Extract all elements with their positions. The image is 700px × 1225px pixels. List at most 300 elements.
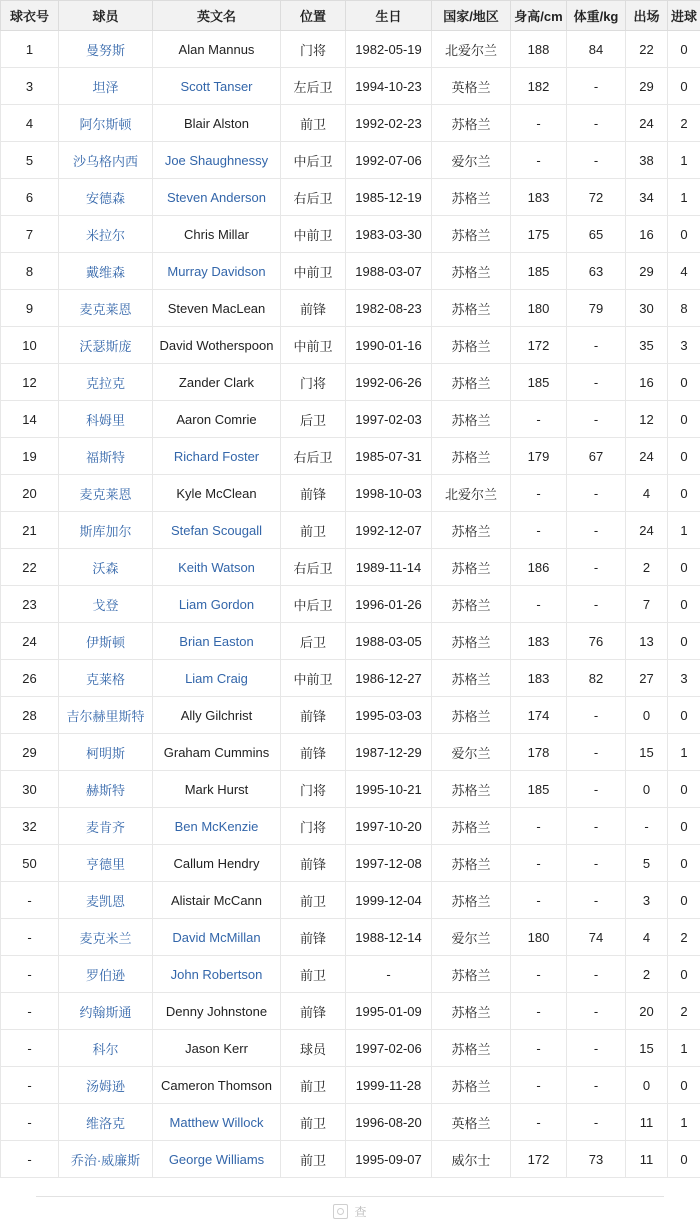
cell-shirt-number (1, 142, 59, 179)
cell-birthday (346, 808, 432, 845)
player-link[interactable]: 克拉克 (86, 376, 125, 391)
cell-text: 0 (680, 819, 687, 834)
cell-text: Mark Hurst (185, 782, 249, 797)
cell-text: 北爱尔兰 (445, 487, 497, 502)
cell-text: - (27, 967, 31, 982)
cell-weight (567, 1030, 626, 1067)
cell-nationality (432, 438, 511, 475)
cell-position (281, 68, 346, 105)
cell-text: - (594, 745, 598, 760)
cell-english-name[interactable] (153, 623, 281, 660)
cell-english-name[interactable] (153, 1104, 281, 1141)
cell-player-name[interactable] (59, 142, 153, 179)
cell-appearances (626, 549, 668, 586)
cell-player-name[interactable] (59, 993, 153, 1030)
cell-text: 前卫 (300, 1079, 326, 1094)
cell-text: 苏格兰 (451, 376, 490, 391)
player-link[interactable]: 沃森 (92, 561, 118, 576)
player-link[interactable]: 克莱格 (86, 672, 125, 687)
cell-text: 中后卫 (293, 598, 332, 613)
cell-text: 188 (528, 42, 550, 57)
player-link[interactable]: 米拉尔 (86, 228, 125, 243)
cell-text: 1990-01-16 (355, 338, 422, 353)
cell-shirt-number (1, 1030, 59, 1067)
cell-player-name[interactable] (59, 660, 153, 697)
cell-text: 前卫 (300, 524, 326, 539)
cell-birthday (346, 919, 432, 956)
cell-weight (567, 1067, 626, 1104)
cell-text: - (594, 708, 598, 723)
cell-player-name[interactable] (59, 623, 153, 660)
table-body (1, 31, 700, 1178)
cell-height (511, 216, 567, 253)
cell-goals (668, 882, 700, 919)
cell-text: 21 (22, 523, 36, 538)
cell-english-name[interactable] (153, 438, 281, 475)
cell-text: 185 (528, 264, 550, 279)
player-link[interactable]: 沙乌格内西 (73, 154, 138, 169)
cell-position (281, 253, 346, 290)
cell-weight (567, 475, 626, 512)
player-link[interactable]: 戴维森 (86, 265, 125, 280)
cell-player-name[interactable] (59, 882, 153, 919)
cell-birthday (346, 290, 432, 327)
cell-text: Jason Kerr (185, 1041, 248, 1056)
player-link[interactable]: 汤姆逊 (86, 1079, 125, 1094)
cell-english-name[interactable] (153, 808, 281, 845)
player-link[interactable]: John Robertson (171, 967, 263, 982)
cell-goals (668, 845, 700, 882)
cell-text: 174 (528, 708, 550, 723)
cell-player-name[interactable] (59, 586, 153, 623)
cell-goals (668, 771, 700, 808)
cell-player-name[interactable] (59, 1104, 153, 1141)
cell-goals (668, 808, 700, 845)
player-link[interactable]: Brian Easton (179, 634, 253, 649)
cell-english-name[interactable] (153, 586, 281, 623)
cell-weight (567, 660, 626, 697)
player-link[interactable]: 赫斯特 (86, 783, 125, 798)
cell-text: 3 (643, 893, 650, 908)
cell-text: 爱尔兰 (451, 746, 490, 761)
cell-player-name[interactable] (59, 771, 153, 808)
cell-appearances (626, 179, 668, 216)
cell-appearances (626, 1030, 668, 1067)
cell-position (281, 438, 346, 475)
player-link[interactable]: Joe Shaughnessy (165, 153, 268, 168)
player-link[interactable]: 戈登 (92, 598, 118, 613)
cell-weight (567, 882, 626, 919)
cell-english-name[interactable] (153, 68, 281, 105)
cell-text: 1996-01-26 (355, 597, 422, 612)
cell-height (511, 882, 567, 919)
cell-position (281, 31, 346, 68)
table-row (1, 31, 700, 68)
header-row (1, 1, 700, 31)
cell-height (511, 956, 567, 993)
cell-goals (668, 586, 700, 623)
cell-text: 苏格兰 (451, 413, 490, 428)
cell-nationality (432, 512, 511, 549)
cell-english-name[interactable] (153, 142, 281, 179)
cell-text: 65 (589, 227, 603, 242)
player-link[interactable]: 罗伯逊 (86, 968, 125, 983)
player-link[interactable]: 柯明斯 (86, 746, 125, 761)
cell-player-name[interactable] (59, 1030, 153, 1067)
cell-height (511, 364, 567, 401)
player-link[interactable]: Ben McKenzie (175, 819, 259, 834)
cell-player-name[interactable] (59, 475, 153, 512)
cell-text: - (594, 79, 598, 94)
cell-text: - (536, 1041, 540, 1056)
cell-text: 1999-11-28 (356, 1078, 422, 1093)
player-link[interactable]: 阿尔斯顿 (79, 117, 131, 132)
cell-birthday (346, 697, 432, 734)
player-link[interactable]: 麦凯恩 (86, 894, 125, 909)
cell-english-name[interactable] (153, 253, 281, 290)
cell-nationality (432, 993, 511, 1030)
cell-text: - (594, 1004, 598, 1019)
player-link[interactable]: Matthew Willock (170, 1115, 264, 1130)
cell-text: 1 (680, 1041, 687, 1056)
cell-player-name[interactable] (59, 327, 153, 364)
player-link[interactable]: 科姆里 (86, 413, 125, 428)
cell-appearances (626, 734, 668, 771)
player-link[interactable]: 科尔 (92, 1042, 118, 1057)
cell-player-name[interactable] (59, 919, 153, 956)
header-weight: 体重/kg (567, 1, 626, 31)
cell-player-name[interactable] (59, 253, 153, 290)
cell-shirt-number (1, 623, 59, 660)
player-link[interactable]: Richard Foster (174, 449, 259, 464)
cell-english-name (153, 845, 281, 882)
cell-text: 5 (26, 153, 33, 168)
cell-player-name[interactable] (59, 290, 153, 327)
cell-text: - (536, 1004, 540, 1019)
cell-text: 2 (680, 930, 687, 945)
cell-text: 175 (528, 227, 550, 242)
cell-shirt-number (1, 290, 59, 327)
table-row (1, 771, 700, 808)
cell-shirt-number (1, 31, 59, 68)
cell-height (511, 475, 567, 512)
player-link[interactable]: David McMillan (172, 930, 260, 945)
cell-text: 苏格兰 (451, 894, 490, 909)
cell-nationality (432, 1030, 511, 1067)
cell-birthday (346, 68, 432, 105)
cell-text: 苏格兰 (451, 302, 490, 317)
cell-position (281, 586, 346, 623)
player-link[interactable]: 维洛克 (86, 1116, 125, 1131)
cell-appearances (626, 660, 668, 697)
cell-text: 1992-02-23 (355, 116, 422, 131)
cell-text: - (536, 597, 540, 612)
cell-weight (567, 179, 626, 216)
cell-height (511, 1104, 567, 1141)
cell-text: 中前卫 (293, 339, 332, 354)
cell-text: 29 (639, 79, 653, 94)
player-link[interactable]: 麦克莱恩 (79, 302, 131, 317)
cell-text: 1987-12-29 (355, 745, 422, 760)
cell-shirt-number (1, 105, 59, 142)
cell-birthday (346, 142, 432, 179)
cell-text: 4 (643, 486, 650, 501)
player-link[interactable]: George Williams (169, 1152, 264, 1167)
cell-text: 50 (22, 856, 36, 871)
cell-appearances (626, 956, 668, 993)
cell-shirt-number (1, 68, 59, 105)
cell-height (511, 105, 567, 142)
cell-height (511, 549, 567, 586)
cell-text: - (536, 1115, 540, 1130)
cell-text: - (27, 930, 31, 945)
header-english-name: 英文名 (153, 1, 281, 31)
player-link[interactable]: Stefan Scougall (171, 523, 262, 538)
cell-text: - (594, 1115, 598, 1130)
cell-english-name[interactable] (153, 1141, 281, 1178)
cell-height (511, 401, 567, 438)
cell-player-name[interactable] (59, 68, 153, 105)
cell-weight (567, 512, 626, 549)
cell-player-name[interactable] (59, 1067, 153, 1104)
player-link[interactable]: Scott Tanser (180, 79, 252, 94)
cell-appearances (626, 697, 668, 734)
cell-text: 苏格兰 (451, 968, 490, 983)
cell-weight (567, 734, 626, 771)
table-row (1, 475, 700, 512)
cell-text: Alistair McCann (171, 893, 262, 908)
cell-player-name[interactable] (59, 216, 153, 253)
cell-text: - (536, 486, 540, 501)
table-row (1, 919, 700, 956)
cell-text: 1995-01-09 (355, 1004, 422, 1019)
cell-weight (567, 697, 626, 734)
table-row (1, 586, 700, 623)
cell-english-name[interactable] (153, 919, 281, 956)
table-row (1, 623, 700, 660)
player-link[interactable]: 福斯特 (86, 450, 125, 465)
player-link[interactable]: 伊斯顿 (86, 635, 125, 650)
cell-birthday (346, 1067, 432, 1104)
cell-player-name[interactable] (59, 956, 153, 993)
player-link[interactable]: 斯库加尔 (79, 524, 131, 539)
player-link[interactable]: Liam Craig (185, 671, 248, 686)
cell-nationality (432, 364, 511, 401)
cell-player-name[interactable] (59, 734, 153, 771)
table-row (1, 512, 700, 549)
cell-appearances (626, 771, 668, 808)
cell-shirt-number (1, 1141, 59, 1178)
cell-height (511, 327, 567, 364)
cell-player-name[interactable] (59, 179, 153, 216)
cell-english-name (153, 771, 281, 808)
cell-goals (668, 1141, 700, 1178)
cell-goals (668, 438, 700, 475)
header-position: 位置 (281, 1, 346, 31)
cell-english-name[interactable] (153, 549, 281, 586)
cell-birthday (346, 31, 432, 68)
cell-goals (668, 327, 700, 364)
cell-text: - (594, 412, 598, 427)
cell-position (281, 290, 346, 327)
cell-text: Kyle McClean (176, 486, 256, 501)
cell-text: Denny Johnstone (166, 1004, 267, 1019)
cell-text: 0 (680, 1078, 687, 1093)
player-link[interactable]: Liam Gordon (179, 597, 254, 612)
cell-appearances (626, 623, 668, 660)
table-row (1, 993, 700, 1030)
cell-position (281, 179, 346, 216)
player-link[interactable]: 吉尔赫里斯特 (66, 709, 144, 724)
cell-player-name[interactable] (59, 808, 153, 845)
cell-english-name (153, 1067, 281, 1104)
cell-text: - (594, 116, 598, 131)
player-link[interactable]: 麦肯齐 (86, 820, 125, 835)
cell-goals (668, 919, 700, 956)
cell-text: 180 (528, 301, 550, 316)
cell-text: 22 (22, 560, 36, 575)
player-link[interactable]: Murray Davidson (167, 264, 265, 279)
cell-text: 0 (680, 560, 687, 575)
cell-text: 30 (22, 782, 36, 797)
cell-weight (567, 623, 626, 660)
table-row (1, 438, 700, 475)
cell-position (281, 142, 346, 179)
cell-text: - (536, 1078, 540, 1093)
cell-appearances (626, 919, 668, 956)
player-link[interactable]: Keith Watson (178, 560, 255, 575)
cell-text: 11 (640, 1115, 654, 1130)
player-link[interactable]: 约翰斯通 (79, 1005, 131, 1020)
cell-player-name[interactable] (59, 31, 153, 68)
cell-shirt-number (1, 882, 59, 919)
cell-text: 中后卫 (293, 154, 332, 169)
cell-player-name[interactable] (59, 549, 153, 586)
cell-text: 2 (643, 560, 650, 575)
cell-position (281, 549, 346, 586)
cell-nationality (432, 142, 511, 179)
cell-goals (668, 142, 700, 179)
cell-position (281, 401, 346, 438)
cell-player-name[interactable] (59, 401, 153, 438)
player-link[interactable]: 麦克莱恩 (79, 487, 131, 502)
cell-birthday (346, 216, 432, 253)
cell-player-name[interactable] (59, 105, 153, 142)
cell-goals (668, 956, 700, 993)
cell-height (511, 179, 567, 216)
cell-text: 183 (528, 671, 550, 686)
cell-nationality (432, 253, 511, 290)
player-link[interactable]: 沃瑟斯庞 (79, 339, 131, 354)
cell-appearances (626, 586, 668, 623)
cell-english-name[interactable] (153, 956, 281, 993)
player-link[interactable]: 亨德里 (86, 857, 125, 872)
cell-text: 1989-11-14 (356, 560, 422, 575)
cell-shirt-number (1, 327, 59, 364)
player-link[interactable]: 坦泽 (92, 80, 118, 95)
cell-text: 79 (589, 301, 603, 316)
cell-text: 英格兰 (451, 80, 490, 95)
cell-position (281, 993, 346, 1030)
cell-nationality (432, 290, 511, 327)
cell-english-name[interactable] (153, 660, 281, 697)
cell-appearances (626, 438, 668, 475)
cell-english-name (153, 401, 281, 438)
cell-nationality (432, 179, 511, 216)
cell-text: 1 (680, 523, 687, 538)
cell-goals (668, 549, 700, 586)
cell-text: - (27, 1152, 31, 1167)
cell-text: 苏格兰 (451, 1005, 490, 1020)
cell-text: 中前卫 (293, 265, 332, 280)
cell-appearances (626, 253, 668, 290)
cell-height (511, 31, 567, 68)
cell-player-name[interactable] (59, 512, 153, 549)
cell-text: 74 (589, 930, 603, 945)
header-shirt-number: 球衣号 (1, 1, 59, 31)
cell-player-name[interactable] (59, 845, 153, 882)
player-link[interactable]: Steven Anderson (167, 190, 266, 205)
cell-player-name[interactable] (59, 1141, 153, 1178)
cell-goals (668, 1030, 700, 1067)
cell-text: 1995-03-03 (355, 708, 422, 723)
cell-text: Chris Millar (184, 227, 249, 242)
cell-height (511, 808, 567, 845)
cell-text: 前卫 (300, 968, 326, 983)
cell-text: 0 (680, 486, 687, 501)
cell-text: 1992-07-06 (355, 153, 422, 168)
cell-appearances (626, 512, 668, 549)
cell-position (281, 734, 346, 771)
cell-english-name[interactable] (153, 512, 281, 549)
cell-nationality (432, 105, 511, 142)
cell-weight (567, 919, 626, 956)
cell-nationality (432, 1141, 511, 1178)
cell-text: 14 (22, 412, 36, 427)
cell-text: 186 (528, 560, 550, 575)
cell-player-name[interactable] (59, 438, 153, 475)
cell-player-name[interactable] (59, 364, 153, 401)
cell-text: 0 (680, 856, 687, 871)
cell-english-name[interactable] (153, 179, 281, 216)
cell-height (511, 68, 567, 105)
header-birthday: 生日 (346, 1, 432, 31)
cell-english-name (153, 697, 281, 734)
cell-appearances (626, 845, 668, 882)
cell-height (511, 1030, 567, 1067)
cell-text: 29 (22, 745, 36, 760)
cell-shirt-number (1, 660, 59, 697)
cell-text: Graham Cummins (164, 745, 269, 760)
cell-text: 7 (643, 597, 650, 612)
cell-height (511, 734, 567, 771)
cell-height (511, 1067, 567, 1104)
cell-text: 38 (639, 153, 653, 168)
cell-birthday (346, 364, 432, 401)
player-link[interactable]: 麦克米兰 (79, 931, 131, 946)
table-row (1, 1030, 700, 1067)
cell-position (281, 882, 346, 919)
player-link[interactable]: 曼努斯 (86, 43, 125, 58)
player-link[interactable]: 乔治·威廉斯 (71, 1153, 140, 1168)
header-nationality: 国家/地区 (432, 1, 511, 31)
player-link[interactable]: 安德森 (86, 191, 125, 206)
cell-goals (668, 179, 700, 216)
cell-position (281, 475, 346, 512)
cell-text: - (536, 967, 540, 982)
cell-player-name[interactable] (59, 697, 153, 734)
cell-text: 1983-03-30 (355, 227, 422, 242)
